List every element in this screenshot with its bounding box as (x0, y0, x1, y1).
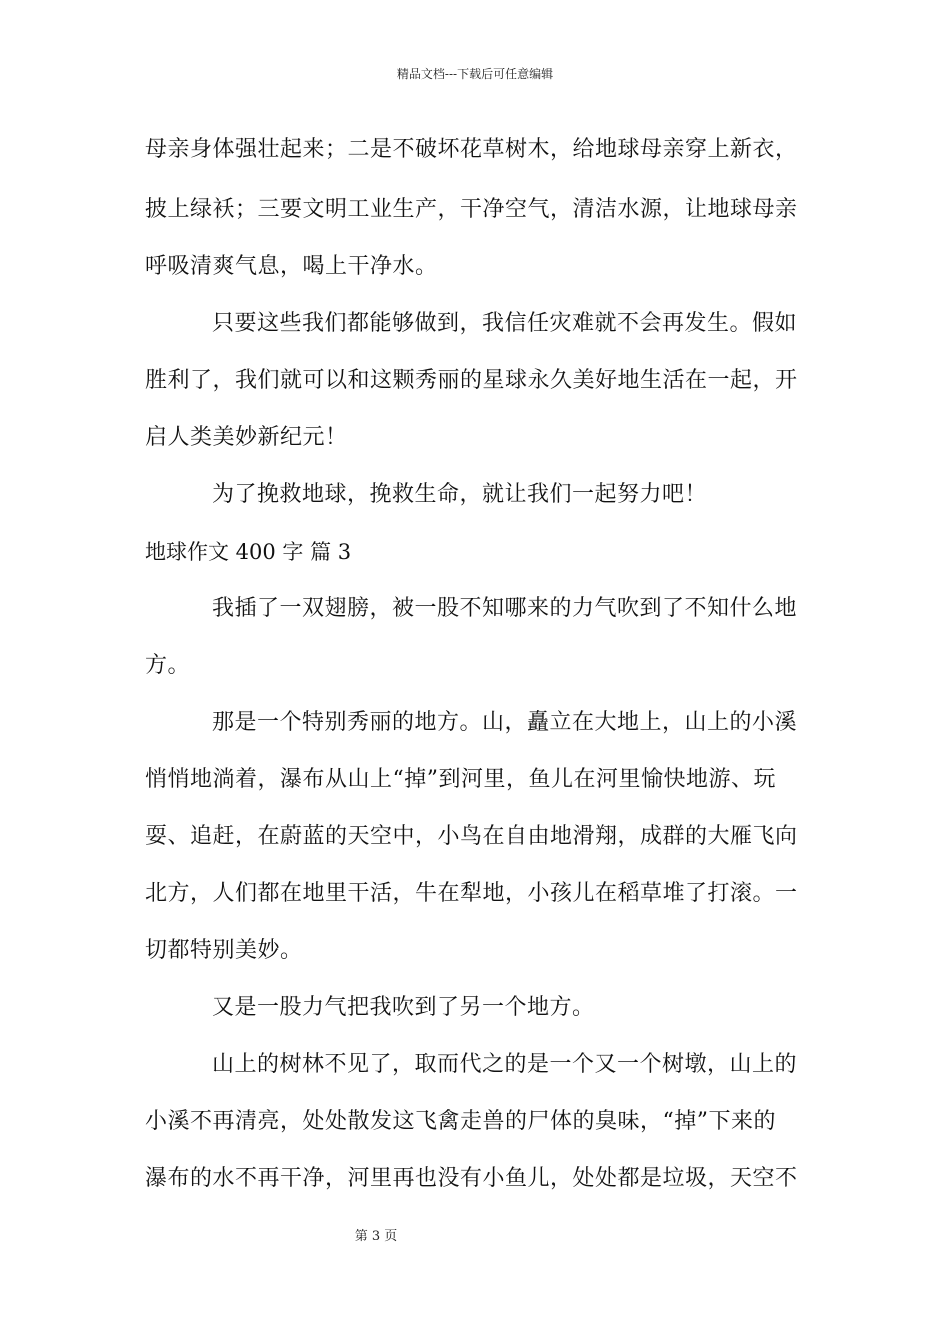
body-line: 启人类美妙新纪元！ (145, 425, 348, 450)
page-number: 第 3 页 (354, 1229, 398, 1244)
paragraph-first-line: 那是一个特别秀丽的地方。山，矗立在大地上，山上的小溪 (212, 710, 798, 735)
body-line: 方。 (145, 653, 191, 678)
paragraph-first-line: 山上的树林不见了，取而代之的是一个又一个树墩，山上的 (212, 1052, 798, 1077)
body-line: 悄悄地淌着，瀑布从山上“掉”到河里，鱼儿在河里愉快地游、玩 (145, 767, 776, 792)
paragraph-first-line: 又是一股力气把我吹到了另一个地方。 (212, 995, 595, 1020)
body-line: 呼吸清爽气息，喝上干净水。 (145, 254, 438, 279)
body-line: 切都特别美妙。 (145, 938, 303, 963)
body-line: 耍、追赶，在蔚蓝的天空中，小鸟在自由地滑翔，成群的大雁飞向 (145, 824, 798, 849)
body-line: 小溪不再清亮，处处散发这飞禽走兽的尸体的臭味，“掉”下来的 (145, 1109, 776, 1134)
body-line: 披上绿袄；三要文明工业生产，干净空气，清洁水源，让地球母亲 (145, 197, 798, 222)
body-line: 母亲身体强壮起来；二是不破坏花草树木，给地球母亲穿上新衣， (145, 137, 798, 162)
paragraph-first-line: 为了挽救地球，挽救生命，就让我们一起努力吧！ (212, 482, 708, 507)
paragraph-first-line: 我插了一双翅膀，被一股不知哪来的力气吹到了不知什么地 (212, 596, 798, 621)
page-header: 精品文档---下载后可任意编辑 (396, 67, 554, 81)
body-line: 北方，人们都在地里干活，牛在犁地，小孩儿在稻草堆了打滚。一 (145, 881, 798, 906)
body-line: 胜利了，我们就可以和这颗秀丽的星球永久美好地生活在一起，开 (145, 368, 798, 393)
body-line: 瀑布的水不再干净，河里再也没有小鱼儿，处处都是垃圾，天空不 (145, 1166, 798, 1191)
paragraph-first-line: 只要这些我们都能够做到，我信任灾难就不会再发生。假如 (212, 311, 798, 336)
section-title: 地球作文 400 字 篇 3 (145, 540, 352, 564)
